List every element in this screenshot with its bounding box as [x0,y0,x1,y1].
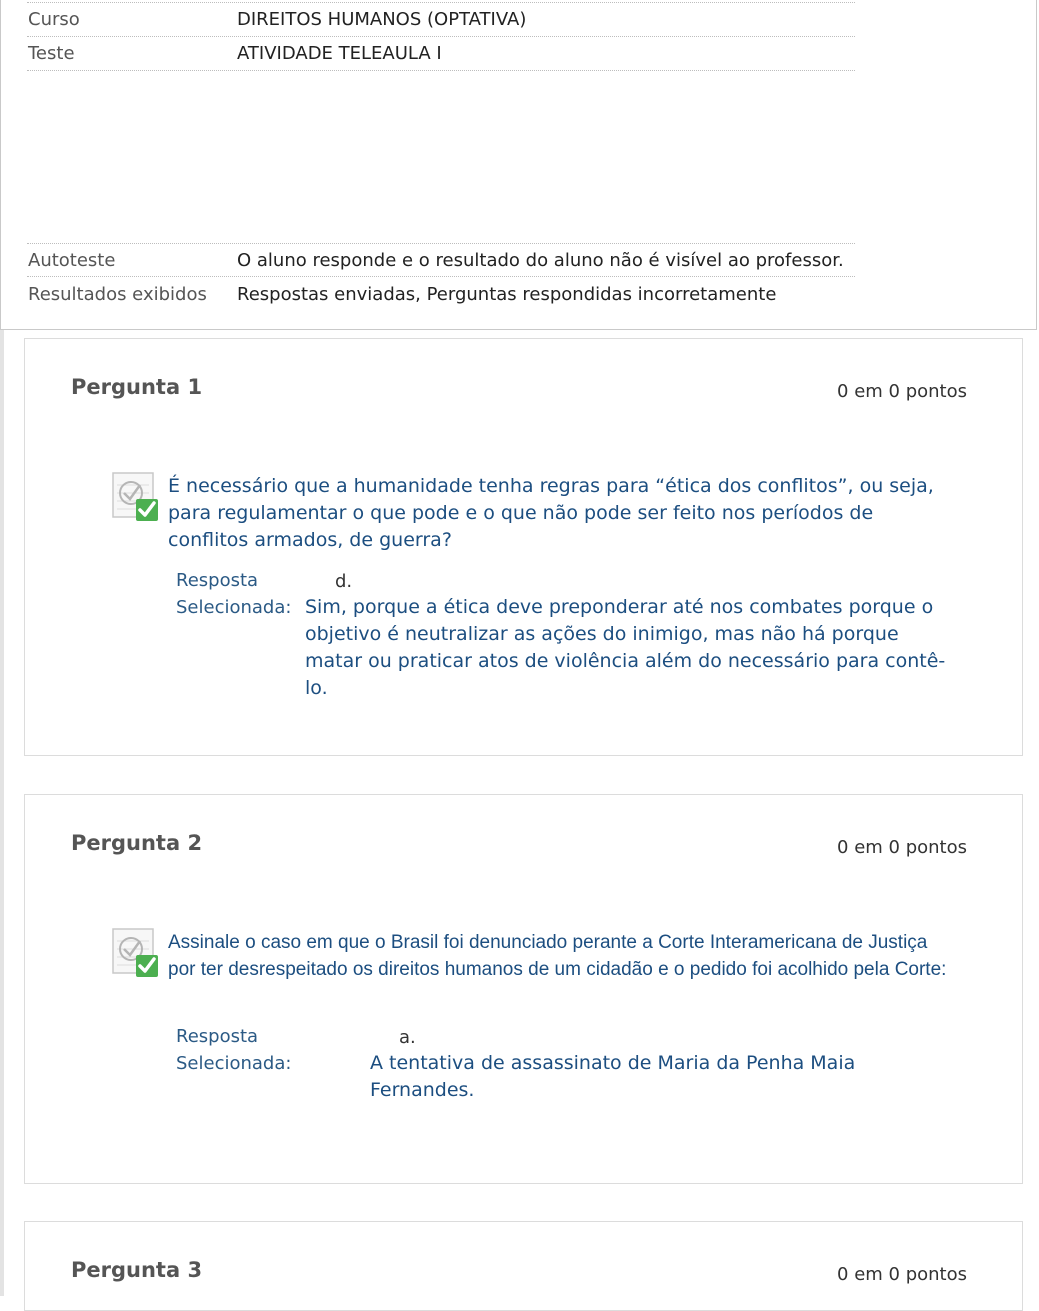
summary-label: Teste [28,43,75,64]
correct-answer-icon [111,471,161,523]
summary-row-teste [27,37,855,71]
summary-row-autoteste [27,243,855,277]
question-title: Pergunta 2 [71,831,203,855]
answer-text: A tentativa de assassinato de Maria da Penha Maia Fernandes. [370,1052,856,1101]
question-card-1 [24,338,1023,756]
summary-label: Autoteste [28,250,116,271]
question-text: Assinale o caso em que o Brasil foi denunciado perante a Corte Interamericana de Justiça por ter desrespeitado os direitos humanos de um cidadão e o pedido foi acolhido pela Corte: [168,932,947,980]
correct-answer-icon [111,927,161,979]
summary-label: Curso [28,9,80,30]
summary-row-resultados [27,278,855,312]
answer-label-selected: Selecionada: [176,1053,292,1074]
answer-label-selected: Selecionada: [176,597,292,618]
answer-label: Resposta [176,1026,259,1047]
summary-value: O aluno responde e o resultado do aluno não é visível ao professor. [237,250,844,271]
answer-label: Resposta [176,570,259,591]
question-card-2 [24,794,1023,1184]
answer-text: Sim, porque a ética deve preponderar até nos combates porque o objetivo é neutralizar as ações do inimigo, mas não há porque matar ou praticar atos de violência além do necessário para contê-lo. [305,596,946,699]
question-title: Pergunta 3 [71,1258,203,1282]
question-points: 0 em 0 pontos [837,837,967,858]
summary-value: DIREITOS HUMANOS (OPTATIVA) [237,9,527,30]
summary-label: Resultados exibidos [28,284,207,305]
summary-row-curso [27,3,855,37]
answer-letter: a. [399,1027,416,1048]
question-text: É necessário que a humanidade tenha regras para “ética dos conflitos”, ou seja, para regulamentar o que pode e o que não pode ser feito nos períodos de conflitos armados, de guerra? [168,475,934,551]
question-points: 0 em 0 pontos [837,381,967,402]
summary-value: Respostas enviadas, Perguntas respondidas incorretamente [237,284,777,305]
question-title: Pergunta 1 [71,375,203,399]
question-points: 0 em 0 pontos [837,1264,967,1285]
test-summary-panel [0,0,1037,330]
question-card-3 [24,1221,1023,1311]
left-page-strip [0,330,4,1296]
answer-letter: d. [335,571,353,592]
summary-value: ATIVIDADE TELEAULA I [237,43,442,64]
